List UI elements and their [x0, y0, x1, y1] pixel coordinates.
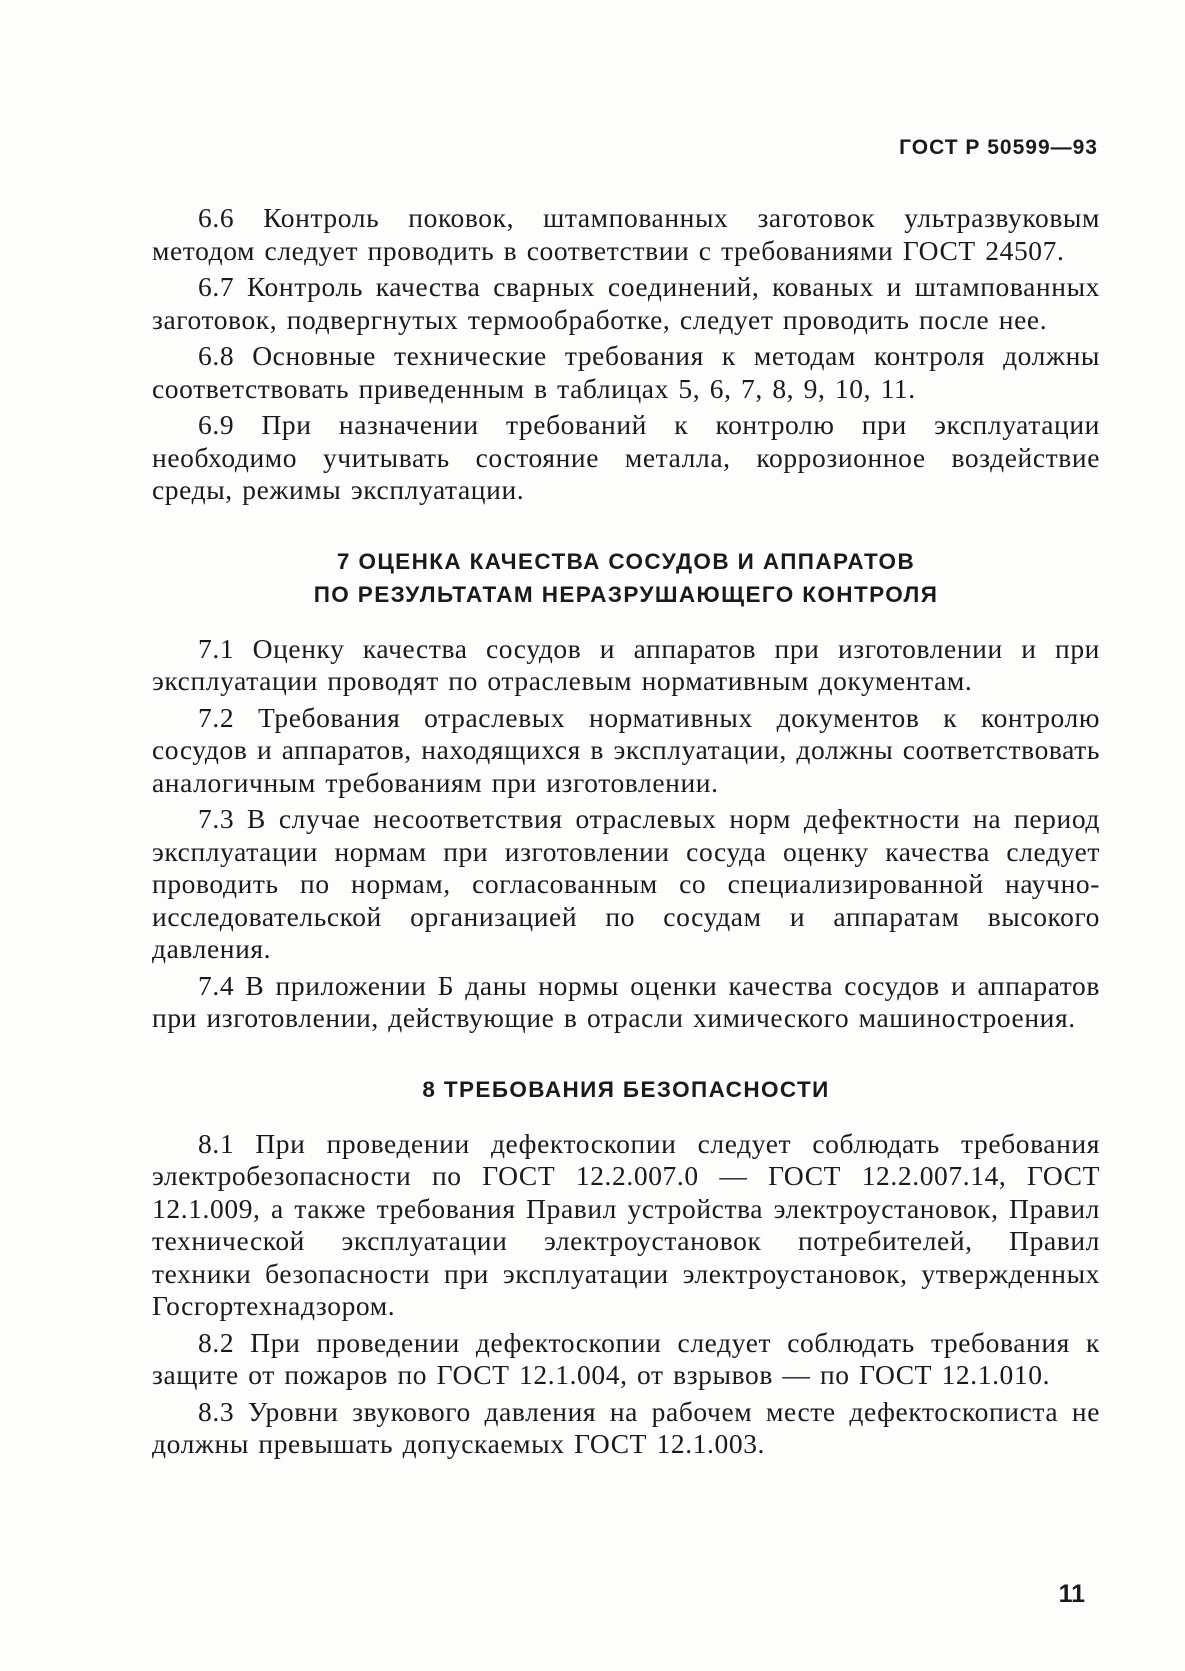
paragraph-7-3: 7.3 В случае несоответствия отраслевых норм дефектности на период эксплуатации нормам при изготовлении сосуда оценку качества следует проводить по нормам, согласованным со специализированной научно-исследовательской организацией по сосудам и аппаратам высокого давления. — [152, 803, 1100, 964]
paragraph-8-3: 8.3 Уровни звукового давления на рабочем месте дефектоскописта не должны превышать допускаемых ГОСТ 12.1.003. — [152, 1395, 1100, 1459]
paragraph-6-8: 6.8 Основные технические требования к методам контроля должны соответствовать приведенным в таблицах 5, 6, 7, 8, 9, 10, 11. — [152, 340, 1100, 404]
paragraph-8-2: 8.2 При проведении дефектоскопии следует соблюдать требования к защите от пожаров по ГОСТ 12.1.004, от взрывов — по ГОСТ 12.1.010. — [152, 1326, 1100, 1390]
paragraph-6-6: 6.6 Контроль поковок, штампованных заготовок ультразвуковым методом следует проводить в соответствии с требованиями ГОСТ 24507. — [152, 202, 1100, 266]
paragraph-7-2: 7.2 Требования отраслевых нормативных документов к контролю сосудов и аппаратов, находящихся в эксплуатации, должны соответствовать аналогичным требованиям при изготовлении. — [152, 701, 1100, 798]
paragraph-7-4: 7.4 В приложении Б даны нормы оценки качества сосудов и аппаратов при изготовлении, действующие в отрасли химического машиностроения. — [152, 969, 1100, 1033]
document-code-header: ГОСТ Р 50599—93 — [899, 136, 1098, 159]
section-8-title: 8 ТРЕБОВАНИЯ БЕЗОПАСНОСТИ — [422, 1076, 830, 1102]
document-body — [152, 202, 1100, 1465]
section-7-title-line-2: ПО РЕЗУЛЬТАТАМ НЕРАЗРУШАЮЩЕГО КОНТРОЛЯ — [313, 581, 939, 607]
paragraph-6-9: 6.9 При назначении требований к контролю при эксплуатации необходимо учитывать состояние металла, коррозионное воздействие среды, режимы эксплуатации. — [152, 409, 1100, 505]
paragraph-6-7: 6.7 Контроль качества сварных соединений, кованых и штампованных заготовок, подвергнутых термообработке, следует проводить после нее. — [152, 271, 1100, 335]
page-number: 11 — [1058, 1580, 1085, 1608]
section-7-title — [152, 545, 1100, 611]
paragraph-8-1: 8.1 При проведении дефектоскопии следует соблюдать требования электробезопасности по ГОСТ 12.2.007.0 — ГОСТ 12.2.007.14, ГОСТ 12.1.009, а также требования Правил устройства электроустановок, Правил технической эксплуатации электроустановок потребителей, Правил техники безопасности при эксплуатации электроустановок, утвержденных Госгортехнадзором. — [152, 1127, 1100, 1321]
paragraph-7-1: 7.1 Оценку качества сосудов и аппаратов при изготовлении и при эксплуатации проводят по отраслевым нормативным документам. — [152, 632, 1100, 696]
section-7-title-line-1: 7 ОЦЕНКА КАЧЕСТВА СОСУДОВ И АППАРАТОВ — [336, 548, 916, 574]
